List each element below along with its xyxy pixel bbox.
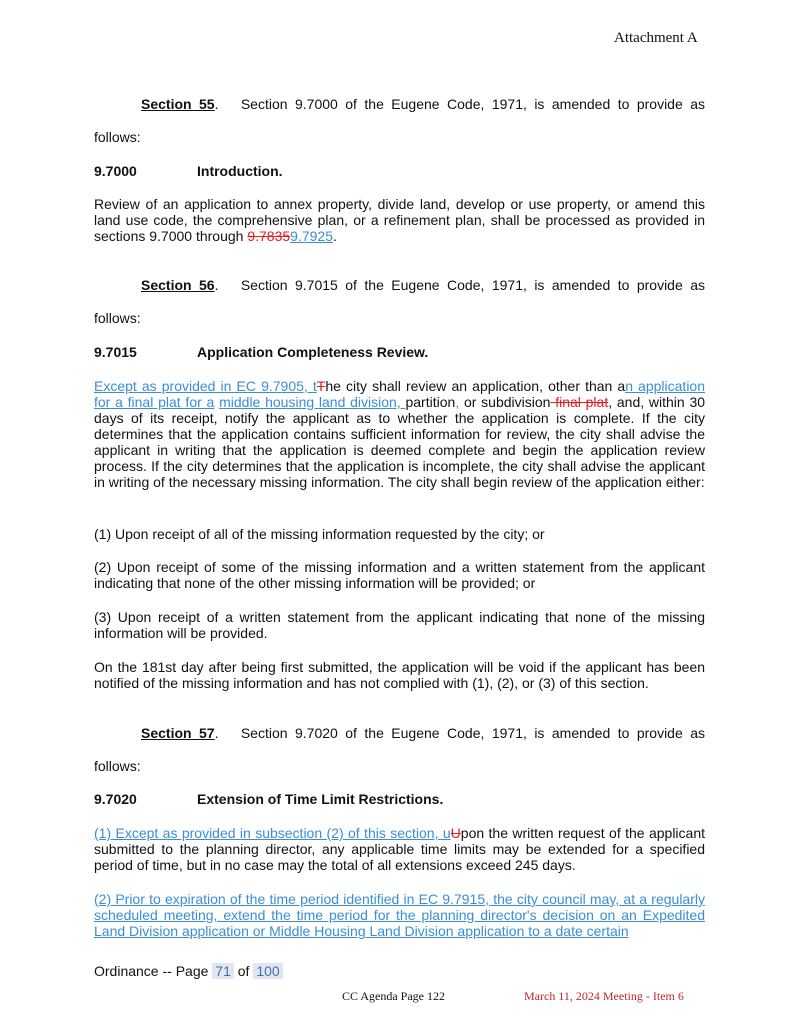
inserted-text: 9.7925 <box>290 228 333 244</box>
list-item: (1) Upon receipt of all of the missing information requested by the city; or <box>94 526 545 542</box>
section-57-follows: follows: <box>94 758 141 774</box>
section-57-label: Section 57 <box>141 725 215 741</box>
code-9-7015-heading: 9.7015 Application Completeness Review. <box>94 344 429 360</box>
attachment-label: Attachment A <box>614 30 698 46</box>
section-55-heading: Section 55. Section 9.7000 of the Eugene Code, 1971, is amended to provide as <box>141 96 705 112</box>
page-total: 100 <box>253 963 282 979</box>
list-item: (3) Upon receipt of a written statement from the applicant indicating that none of the missing information will be provided. <box>94 609 705 641</box>
section-57-heading: Section 57. Section 9.7020 of the Eugene Code, 1971, is amended to provide as <box>141 725 705 741</box>
deleted-text: 9.7835 <box>247 228 291 244</box>
section-56-label: Section 56 <box>141 277 215 293</box>
code-9-7020-heading: 9.7020 Extension of Time Limit Restrictions. <box>94 791 444 807</box>
section-55-follows: follows: <box>94 129 141 145</box>
section-56-follows: follows: <box>94 310 141 326</box>
page-number: 71 <box>212 963 234 979</box>
code-9-7000-heading: 9.7000 Introduction. <box>94 163 283 179</box>
code-9-7015-paragraph: Except as provided in EC 9.7905, tThe city shall review an application, other than an application for a final plat for a middle housing land division, partition, or subdivision final plat, and, within 30 days of its receipt, notify the applicant as to whether the application is complete. If the city determines that the application contains sufficient information for review, the city shall advise the applicant in writing that the application is deemed complete and begin the application review process. If the city determines that the application is incomplete, the city shall advise the applicant in writing of the necessary missing information. The city shall begin review of the application either: <box>94 378 706 490</box>
meeting-label: March 11, 2024 Meeting - Item 6 <box>524 989 684 1003</box>
section-56-text: Section 9.7015 of the Eugene Code, 1971, is amended to provide as <box>240 277 705 293</box>
code-9-7020-paragraph-1: (1) Except as provided in subsection (2) of this section, uUpon the written request of the applicant submitted to the planning director, any applicable time limits may be extended for a specified period of time, but in no case may the total of all extensions exceed 245 days. <box>94 825 705 873</box>
code-9-7015-closing: On the 181st day after being first submitted, the application will be void if the applicant has been notified of the missing information and has not complied with (1), (2), or (3) of this section. <box>94 659 705 691</box>
section-56-heading: Section 56. Section 9.7015 of the Eugene Code, 1971, is amended to provide as <box>141 277 705 293</box>
section-55-label: Section 55 <box>141 96 215 112</box>
code-9-7000-paragraph: Review of an application to annex property, divide land, develop or use property, or amend this land use code, the comprehensive plan, or a refinement plan, shall be processed as provided in sections 9.7000 through 9.78359.7925. <box>94 196 705 244</box>
page-footer: Ordinance -- Page 71 of 100 <box>94 963 283 979</box>
section-55-text: Section 9.7000 of the Eugene Code, 1971, is amended to provide as <box>240 96 705 112</box>
code-9-7020-paragraph-2: (2) Prior to expiration of the time period identified in EC 9.7915, the city council may, at a regularly scheduled meeting, extend the time period for the planning director's decision on an Expedited Land Division application or Middle Housing Land Division application to a date certain <box>94 891 705 939</box>
section-57-text: Section 9.7020 of the Eugene Code, 1971, is amended to provide as <box>240 725 705 741</box>
list-item: (2) Upon receipt of some of the missing information and a written statement from the applicant indicating that none of the other missing information will be provided; or <box>94 559 705 591</box>
agenda-page: CC Agenda Page 122 <box>342 989 445 1003</box>
